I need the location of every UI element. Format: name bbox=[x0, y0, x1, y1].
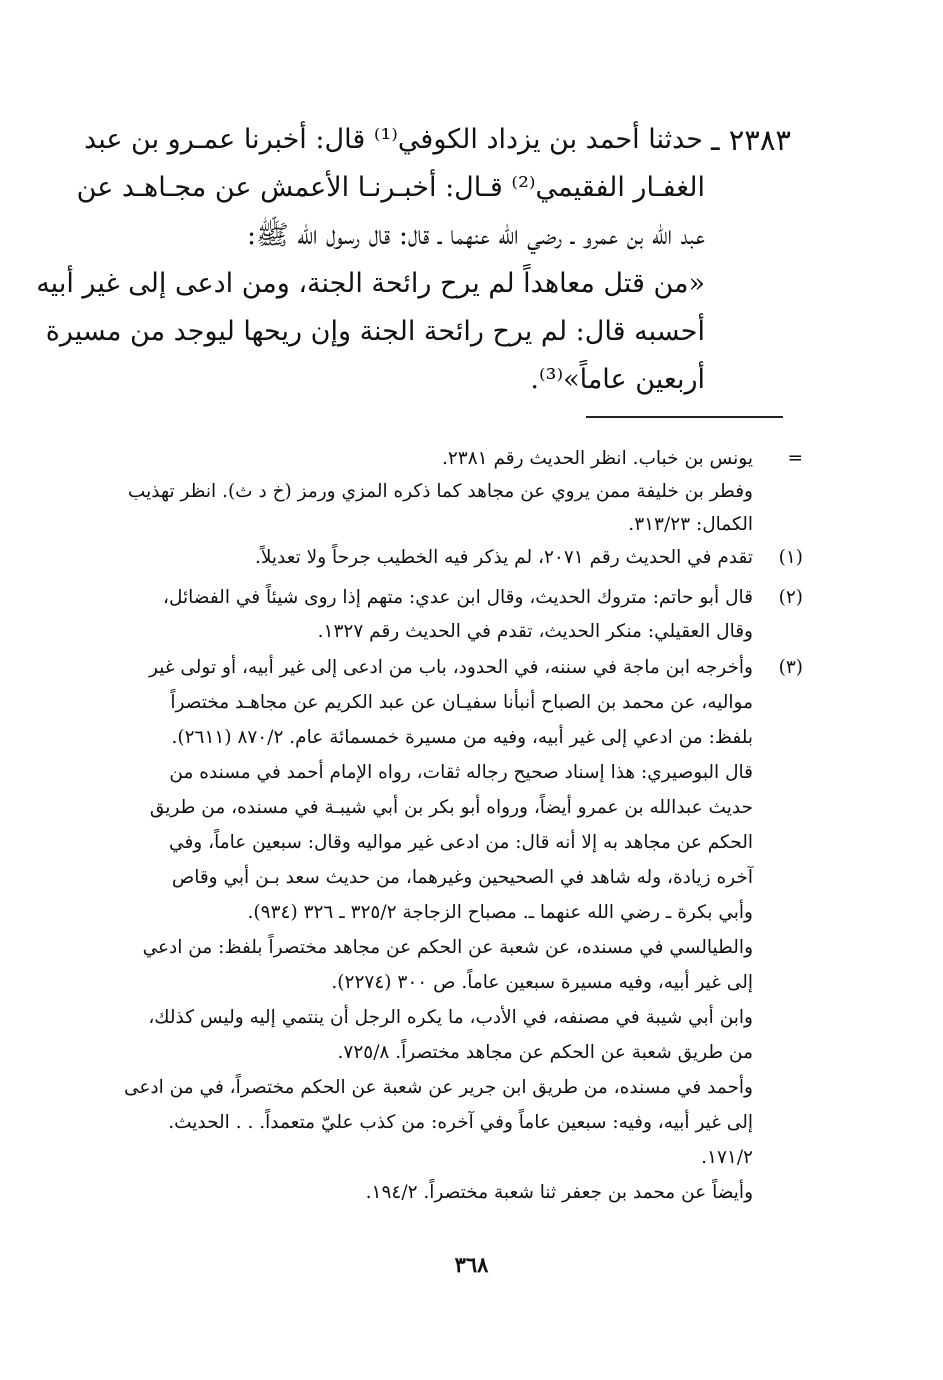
footnote-line: وقال العقيلي: منكر الحديث، تقدم في الحديث رقم ١٣٢٧. bbox=[317, 621, 753, 642]
footnote-continuation-marker: = bbox=[787, 448, 803, 469]
hadith-line-1: حدثنا أحمد بن يزداد الكوفي⁽¹⁾ قال: أخبرنا عمـرو بن عبد bbox=[84, 124, 703, 155]
footnote-line: وأحمد في مسنده، من طريق ابن جرير عن شعبة عن الحكم مختصراً، في من ادعى bbox=[123, 1077, 753, 1098]
footnote-continuation-line: الكمال: ٣١٣/٢٣. bbox=[628, 514, 753, 535]
footnote-number: (٢) bbox=[778, 587, 803, 608]
footnote-line: حديث عبدالله بن عمرو أيضاً، ورواه أبو بكر بن أبي شيبـة في مسنده، من طريق bbox=[149, 797, 753, 818]
footnote-line: والطيالسي في مسنده، عن شعبة عن الحكم عن مجاهد مختصراً بلفظ: من ادعي bbox=[142, 937, 753, 958]
footnote-line: إلى غير أبيه، وفيه: سبعين عاماً وفي آخره: من كذب عليّ متعمداً. . . الحديث. bbox=[168, 1112, 753, 1133]
footnote-line: وأخرجه ابن ماجة في سننه، في الحدود، باب من ادعى إلى غير أبيه، أو تولى غير bbox=[149, 657, 753, 678]
footnote-line: آخره زيادة، وله شاهد في الصحيحين وغيرهما، من حديث سعد بـن أبي وقاص bbox=[171, 867, 753, 888]
footnote-line: وأبي بكرة ـ رضي الله عنهما ـ. مصباح الزجاجة ٣٢٥/٢ ـ ٣٢٦ (٩٣٤). bbox=[247, 902, 753, 923]
hadith-line-3: عبد الله بن عمرو ـ رضي الله عنهما ـ قال: قال رسول الله ﷺ: bbox=[246, 220, 705, 251]
footnote-line: مواليه، عن محمد بن الصباح أنبأنا سفيـان عن عبد الكريم عن مجاهـد مختصراً bbox=[170, 692, 753, 713]
footnote-line: من طريق شعبة عن الحكم عن مجاهد مختصراً. ٧٢٥/٨. bbox=[337, 1042, 753, 1063]
footnote-line: قال البوصيري: هذا إسناد صحيح رجاله ثقات، رواه الإمام أحمد في مسنده من bbox=[169, 762, 753, 783]
footnote-line: قال أبو حاتم: متروك الحديث، وقال ابن عدي: متهم إذا روى شيئاً في الفضائل، bbox=[163, 587, 753, 608]
page-number: ٣٦٨ bbox=[454, 1252, 489, 1277]
hadith-line-2: الغفـار الفقيمي⁽²⁾ قـال: أخبـرنـا الأعمش عن مجـاهـد عن bbox=[76, 172, 705, 203]
footnote-line: الحكم عن مجاهد به إلا أنه قال: من ادعى غير مواليه وقال: سبعين عاماً، وفي bbox=[169, 832, 753, 853]
footnote-number: (٣) bbox=[778, 657, 803, 678]
footnote-line: تقدم في الحديث رقم ٢٠٧١، لم يذكر فيه الخطيب جرحاً ولا تعديلاً. bbox=[254, 547, 753, 568]
footnote-number: (١) bbox=[778, 547, 803, 568]
footnote-continuation-line: وفطر بن خليفة ممن يروي عن مجاهد كما ذكره المزي ورمز (خ د ث). انظر تهذيب bbox=[127, 481, 753, 502]
footnote-line: إلى غير أبيه، وفيه مسيرة سبعين عاماً. ص ٣٠٠ (٢٢٧٤). bbox=[331, 972, 753, 993]
hadith-line-5: أحسبه قال: لم يرح رائحة الجنة وإن ريحها ليوجد من مسيرة bbox=[45, 316, 705, 347]
footnote-line: وابن أبي شيبة في مصنفه، في الأدب، ما يكره الرجل أن ينتمي إليه وليس كذلك، bbox=[148, 1007, 753, 1028]
hadith-line-6: أربعين عاماً»⁽³⁾. bbox=[530, 364, 705, 395]
footnote-line: بلفظ: من ادعي إلى غير أبيه، وفيه من مسيرة خمسمائة عام. ٨٧٠/٢ (٢٦١١). bbox=[171, 727, 753, 748]
hadith-number: ٢٣٨٣ ـ bbox=[710, 123, 791, 157]
footnote-continuation-line: يونس بن خباب. انظر الحديث رقم ٢٣٨١. bbox=[441, 448, 753, 469]
hadith-line-4: «من قتل معاهداً لم يرح رائحة الجنة، ومن ادعى إلى غير أبيه bbox=[36, 268, 705, 299]
footnote-line: وأيضاً عن محمد بن جعفر ثنا شعبة مختصراً. ١٩٤/٢. bbox=[365, 1182, 753, 1203]
footnote-line: ١٧١/٢. bbox=[701, 1147, 753, 1168]
footnote-separator bbox=[586, 416, 783, 418]
